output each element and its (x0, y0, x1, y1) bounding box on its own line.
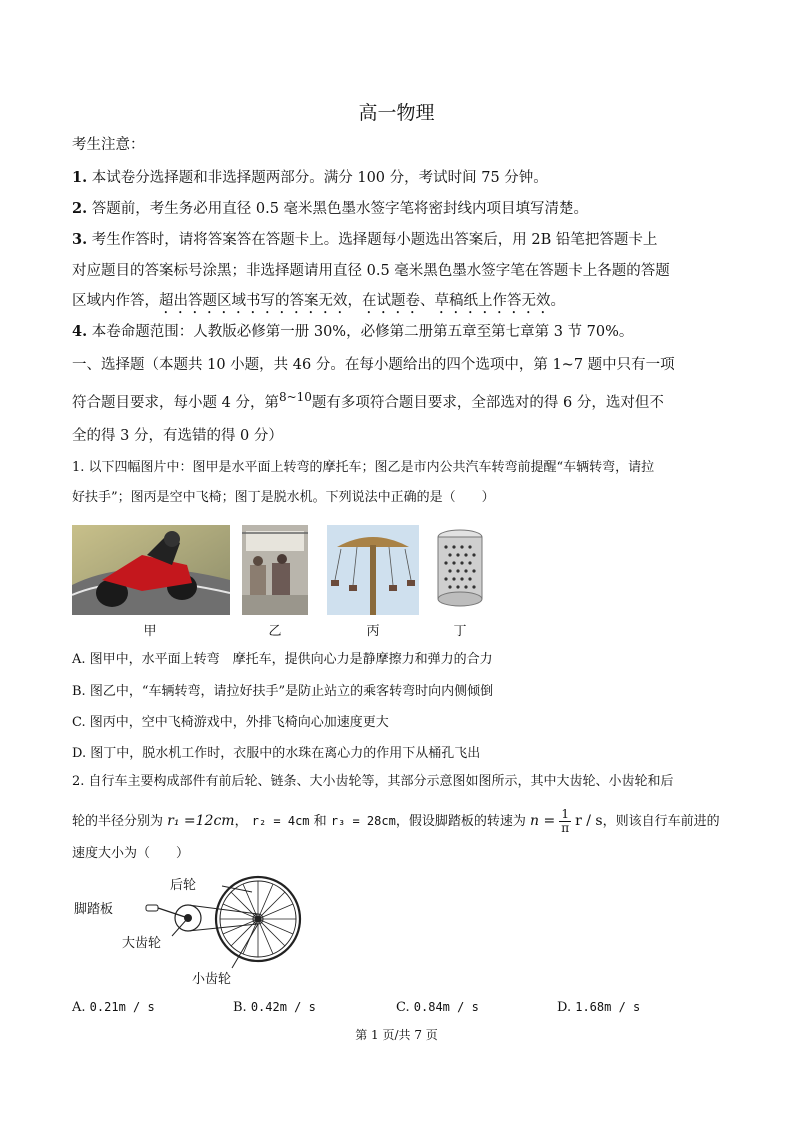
q2-option-d-value: 1.68m / s (575, 1000, 641, 1014)
section-1-line-2 (72, 390, 664, 413)
q1-option-b: B. 图乙中，“车辆转弯，请拉好扶手”是防止站立的乘客转弯时向内侧倾倒 (72, 684, 494, 699)
q2-option-d-letter: D. (557, 1000, 572, 1015)
notice-item-3-num: 3. (72, 231, 88, 248)
q2-r1: r₁ =12cm (167, 813, 235, 829)
q2-n-lhs: n = (530, 813, 556, 829)
q2-n-unit: r / s (575, 813, 603, 829)
q2-n-denominator: π (561, 821, 570, 835)
section-1-line-3: 全的得 3 分，有选错的得 0 分） (72, 428, 283, 444)
notice-item-4-text: 本卷命题范围：人教版必修第一册 30%，必修第二册第五章至第七章第 3 节 70%。 (91, 324, 634, 340)
q2-option-a-value: 0.21m / s (89, 1000, 155, 1014)
q2-option-b (233, 1000, 316, 1015)
notice-item-4-num: 4. (72, 323, 88, 340)
notice-item-2-text: 答题前，考生务必用直径 0.5 毫米黑色墨水签字笔将密封线内项目填写清楚。 (91, 201, 589, 217)
pedal (146, 905, 158, 911)
q2-stem-line-2: 轮的半径分别为 r₁ =12cm， r₂ = 4cm 和 r₃ = 28cm，假设脚踏板的转速为 n = $\frac{1}{\pi}$ r / s，则该自行车前进的 (72, 807, 720, 835)
caption-ding: 丁 (453, 624, 467, 639)
q2-option-a (72, 1000, 155, 1015)
spin-dryer-photo (434, 525, 486, 615)
notice-heading: 考生注意： (72, 137, 145, 153)
q2-and: 和 (313, 814, 327, 829)
q2-r3: r₃ = 28cm (330, 814, 396, 828)
q2-option-d (557, 1000, 640, 1015)
section-1-line-1: 一、选择题（本题共 10 小题，共 46 分。在每小题给出的四个选项中，第 1~7 题中只有一项 (72, 357, 675, 373)
notice-item-3-line-2: 对应题目的答案标号涂黑；非选择题请用直径 0.5 毫米黑色墨水签字笔在答题卡上各题的答题 (72, 263, 670, 279)
section-1-range: 8~10 (278, 390, 312, 404)
q2-line-2a: 轮的半径分别为 (72, 814, 164, 829)
q2-line-2c: ，则该自行车前进的 (602, 814, 720, 829)
notice-item-2 (72, 199, 588, 219)
label-small-gear: 小齿轮 (192, 972, 232, 987)
q2-n-numerator: 1 (561, 807, 569, 821)
rear-wheel (216, 877, 300, 961)
q1-option-d: D. 图丁中，脱水机工作时，衣服中的水珠在离心力的作用下从桶孔飞出 (72, 746, 481, 761)
notice-item-3-emphasis: 超出答题区域书写的答案无效，在试题卷、草稿纸上作答无效。 (159, 293, 565, 309)
q1-stem-line-1: 1. 以下四幅图片中：图甲是水平面上转弯的摩托车；图乙是市内公共汽车转弯前提醒“车辆转弯，请拉 (72, 460, 655, 475)
section-1-line-2a: 符合题目要求，每小题 4 分，第 (72, 395, 279, 411)
q2-r2: r₂ = 4cm (251, 814, 310, 828)
page-footer: 第 1 页/共 7 页 (355, 1028, 438, 1042)
q2-stem-line-3: 速度大小为（ ） (72, 846, 190, 861)
motorcycle-photo (72, 525, 230, 615)
q2-option-b-value: 0.42m / s (250, 1000, 316, 1014)
notice-item-1-text: 本试卷分选择题和非选择题两部分。满分 100 分，考试时间 75 分钟。 (91, 170, 548, 186)
swing-ride-photo (327, 525, 419, 615)
notice-item-3-line-3 (72, 291, 565, 317)
label-pedal: 脚踏板 (74, 902, 114, 917)
q1-option-c: C. 图丙中，空中飞椅游戏中，外排飞椅向心加速度更大 (72, 715, 389, 730)
caption-yi: 乙 (268, 624, 282, 639)
notice-item-1 (72, 168, 548, 188)
label-big-gear: 大齿轮 (122, 936, 162, 951)
q1-option-a: A. 图甲中，水平面上转弯 摩托车，提供向心力是静摩擦力和弹力的合力 (72, 652, 493, 667)
q2-option-b-letter: B. (233, 1000, 247, 1015)
q2-option-a-letter: A. (72, 1000, 86, 1015)
notice-item-3-line-3a: 区域内作答， (72, 293, 159, 309)
bus-interior-photo (242, 525, 308, 615)
notice-item-3-text: 考生作答时，请将答案答在答题卡上。选择题每小题选出答案后，用 2B 铅笔把答题卡上 (91, 232, 658, 248)
q2-stem-line-1: 2. 自行车主要构成部件有前后轮、链条、大小齿轮等，其部分示意图如图所示，其中大齿轮、小齿轮和后 (72, 774, 674, 789)
caption-jia: 甲 (143, 624, 157, 639)
caption-bing: 丙 (366, 624, 380, 639)
q1-stem-line-2: 好扶手”；图丙是空中飞椅；图丁是脱水机。下列说法中正确的是（ ） (72, 490, 495, 505)
notice-item-3-line-1 (72, 230, 657, 250)
notice-item-1-num: 1. (72, 169, 88, 186)
q2-option-c (396, 1000, 479, 1015)
notice-item-2-num: 2. (72, 200, 88, 217)
section-1-line-2b: 题有多项符合题目要求，全部选对的得 6 分，选对但不 (311, 395, 664, 411)
q2-n-fraction (559, 808, 571, 835)
notice-item-4 (72, 322, 633, 342)
page-title: 高一物理 (358, 102, 435, 124)
label-rear-wheel: 后轮 (170, 878, 197, 893)
q2-option-c-value: 0.84m / s (413, 1000, 479, 1014)
q2-option-c-letter: C. (396, 1000, 410, 1015)
q2-line-2b: ，假设脚踏板的转速为 (395, 814, 526, 829)
